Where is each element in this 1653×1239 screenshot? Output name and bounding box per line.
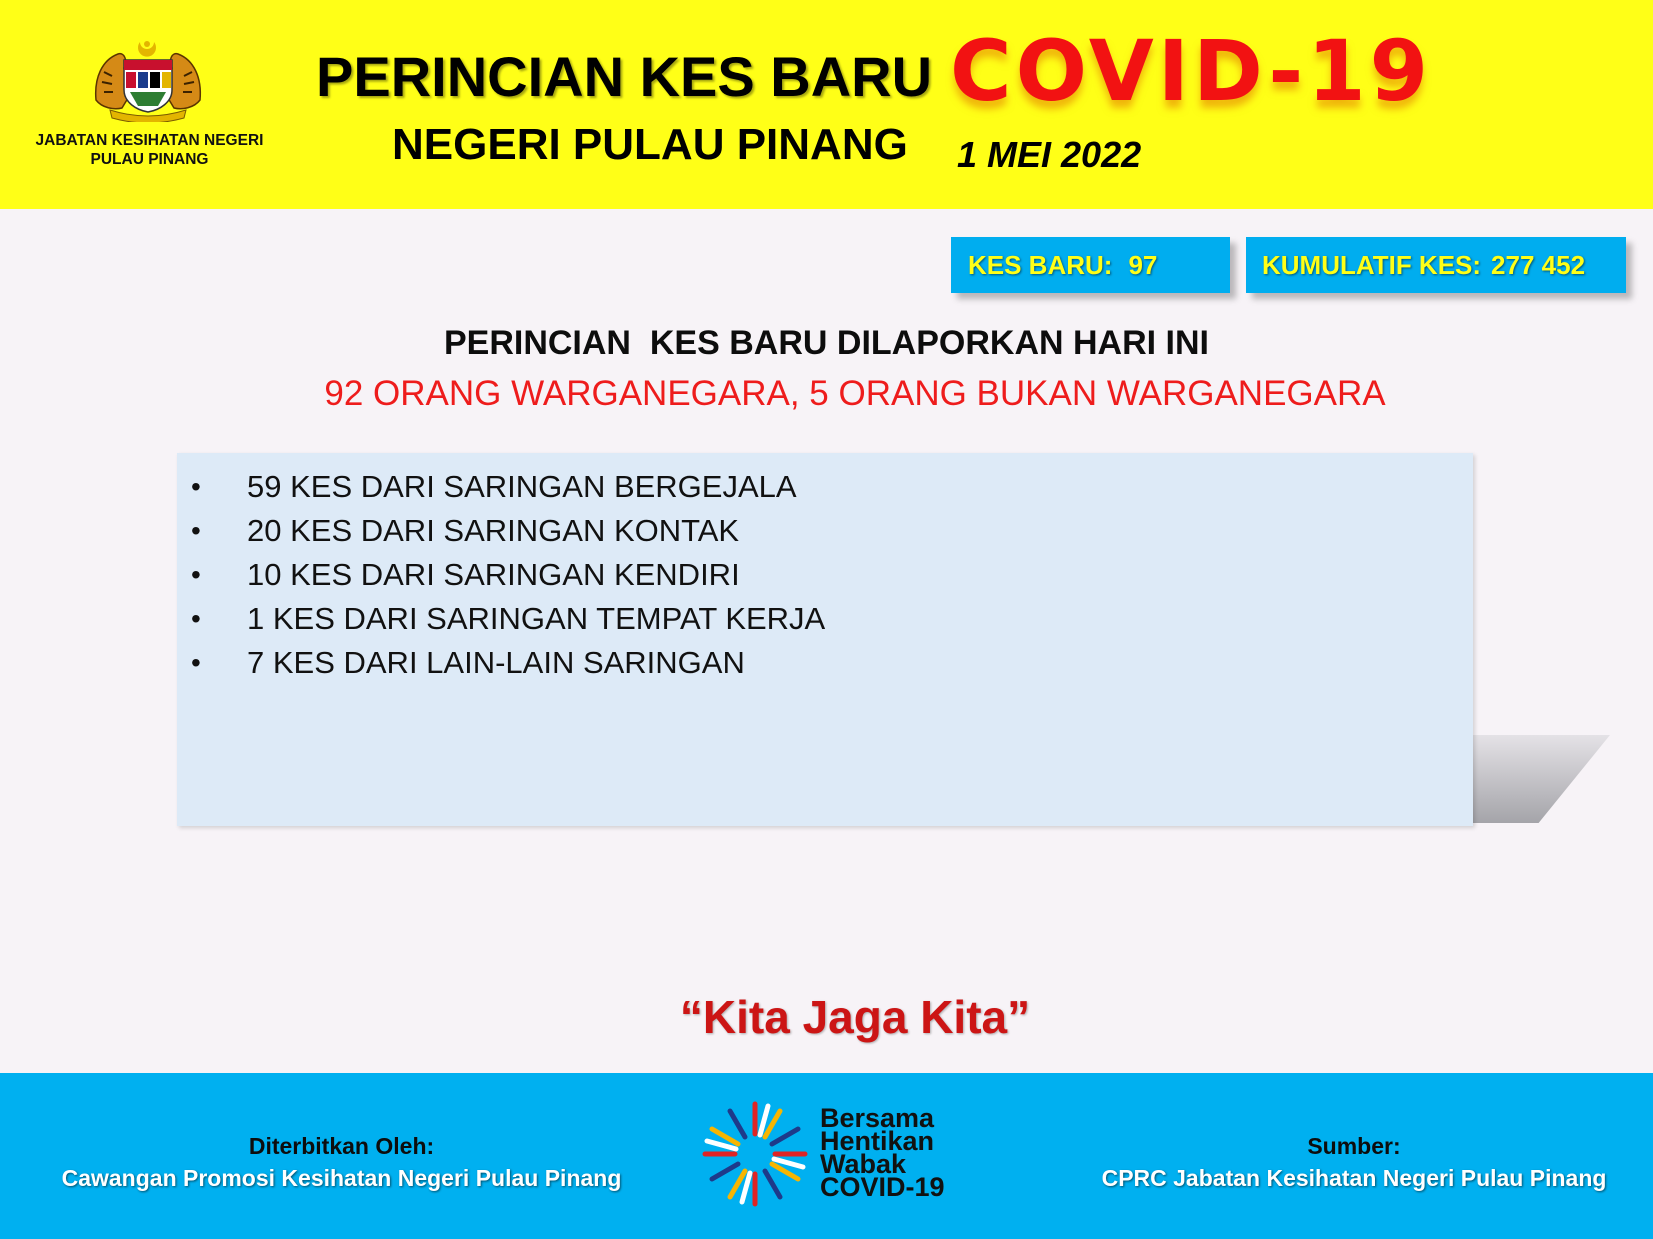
case-details-box	[177, 453, 1473, 826]
campaign-line-2: Hentikan	[820, 1126, 935, 1156]
published-by-value: Cawangan Promosi Kesihatan Negeri Pulau Pinang	[61, 1165, 622, 1191]
new-cases-badge	[951, 237, 1230, 293]
cumulative-cases-value: 277 452	[1491, 250, 1586, 280]
report-date: 1 MEI 2022	[957, 134, 1142, 175]
list-item	[177, 553, 825, 597]
footer-banner	[0, 1073, 1653, 1239]
list-item	[177, 597, 825, 641]
list-item-text: 1 KES DARI SARINGAN TEMPAT KERJA	[247, 601, 826, 636]
list-item-text: 10 KES DARI SARINGAN KENDIRI	[247, 557, 740, 592]
bullet-icon: •	[191, 559, 201, 590]
published-by-label: Diterbitkan Oleh:	[248, 1133, 435, 1159]
new-cases-value: 97	[1128, 250, 1158, 280]
department-line-2: PULAU PINANG	[90, 151, 209, 168]
source-label: Sumber:	[1307, 1133, 1401, 1159]
bullet-icon: •	[191, 603, 201, 634]
campaign-line-1: Bersama	[820, 1103, 935, 1133]
covid-title: COVID-19	[950, 22, 1433, 120]
campaign-line-3: Wabak	[820, 1149, 907, 1179]
list-item-text: 20 KES DARI SARINGAN KONTAK	[247, 513, 740, 548]
list-item	[177, 465, 825, 509]
bullet-icon: •	[191, 647, 201, 678]
state-title: NEGERI PULAU PINANG	[392, 120, 908, 169]
department-name	[22, 131, 277, 169]
malaysia-coat-of-arms-icon	[88, 38, 208, 122]
list-item-text: 59 KES DARI SARINGAN BERGEJALA	[247, 469, 797, 504]
header-banner	[0, 0, 1653, 209]
list-item	[177, 509, 825, 553]
summary-heading: PERINCIAN KES BARU DILAPORKAN HARI INI	[443, 324, 1210, 362]
campaign-line-4: COVID-19	[820, 1172, 945, 1202]
citizenship-breakdown: 92 ORANG WARGANEGARA, 5 ORANG BUKAN WARGANEGARA	[324, 374, 1386, 413]
page-title: PERINCIAN KES BARU	[316, 45, 933, 108]
list-item-text: 7 KES DARI LAIN-LAIN SARINGAN	[247, 645, 745, 680]
campaign-slogan	[820, 1103, 945, 1202]
list-item	[177, 641, 825, 685]
bullet-icon: •	[191, 515, 201, 546]
slogan: “Kita Jaga Kita”	[679, 991, 1031, 1043]
new-cases-label: KES BARU:	[968, 250, 1113, 280]
bullet-icon: •	[191, 471, 201, 502]
cumulative-cases-label: KUMULATIF KES:	[1262, 250, 1482, 280]
case-source-list	[177, 465, 825, 685]
cumulative-cases-badge	[1246, 237, 1626, 293]
source-value: CPRC Jabatan Kesihatan Negeri Pulau Pinang	[1101, 1165, 1607, 1191]
starburst-logo-icon	[700, 1099, 810, 1209]
department-line-1: JABATAN KESIHATAN NEGERI	[35, 132, 264, 149]
